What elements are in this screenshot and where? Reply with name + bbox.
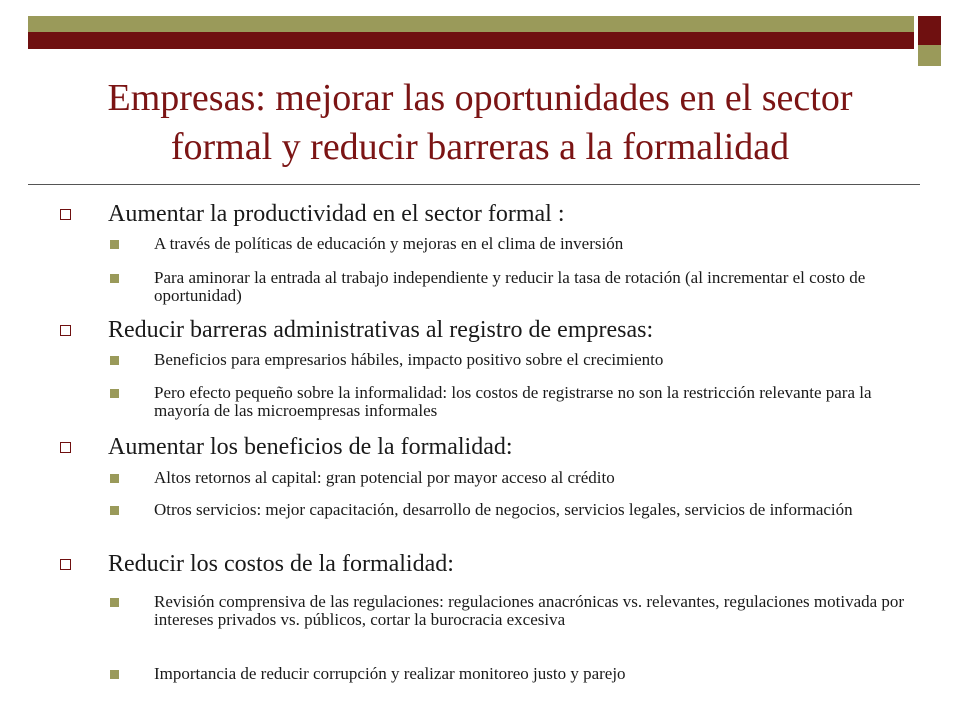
square-bullet-icon (110, 506, 119, 515)
square-bullet-icon (110, 670, 119, 679)
bullet-item: Pero efecto pequeño sobre la informalidad: los costos de registrarse no son la restricción relevante para la mayoría de las microempresas informales (154, 383, 872, 420)
section-heading: Reducir barreras administrativas al registro de empresas: (108, 317, 654, 343)
bullet-item: Otros servicios: mejor capacitación, desarrollo de negocios, servicios legales, servicios de información (154, 500, 853, 519)
bullet-item: Para aminorar la entrada al trabajo independiente y reducir la tasa de rotación (al incrementar el costo de oportunidad) (154, 268, 866, 305)
hollow-square-bullet-icon (60, 209, 71, 220)
square-bullet-icon (110, 598, 119, 607)
hollow-square-bullet-icon (60, 325, 71, 336)
square-bullet-icon (110, 274, 119, 283)
section-heading: Aumentar la productividad en el sector formal : (108, 201, 565, 227)
section-heading: Aumentar los beneficios de la formalidad: (108, 434, 513, 460)
bullet-item: Beneficios para empresarios hábiles, impacto positivo sobre el crecimiento (154, 350, 664, 369)
square-bullet-icon (110, 356, 119, 365)
bullet-item: Revisión comprensiva de las regulaciones: regulaciones anacrónicas vs. relevantes, regulaciones motivada por intereses privados vs. públicos, cortar la burocracia excesiva (154, 592, 905, 629)
square-bullet-icon (110, 240, 119, 249)
slide-title-line-1: Empresas: mejorar las oportunidades en el sector (107, 77, 853, 119)
bullet-item: A través de políticas de educación y mejoras en el clima de inversión (154, 234, 624, 253)
slide-title-line-2: formal y reducir barreras a la formalidad (170, 126, 790, 168)
hollow-square-bullet-icon (60, 559, 71, 570)
hollow-square-bullet-icon (60, 442, 71, 453)
square-bullet-icon (110, 389, 119, 398)
bullet-item: Importancia de reducir corrupción y realizar monitoreo justo y parejo (154, 664, 626, 683)
square-bullet-icon (110, 474, 119, 483)
bullet-item: Altos retornos al capital: gran potencial por mayor acceso al crédito (154, 468, 615, 487)
section-heading: Reducir los costos de la formalidad: (108, 551, 454, 577)
